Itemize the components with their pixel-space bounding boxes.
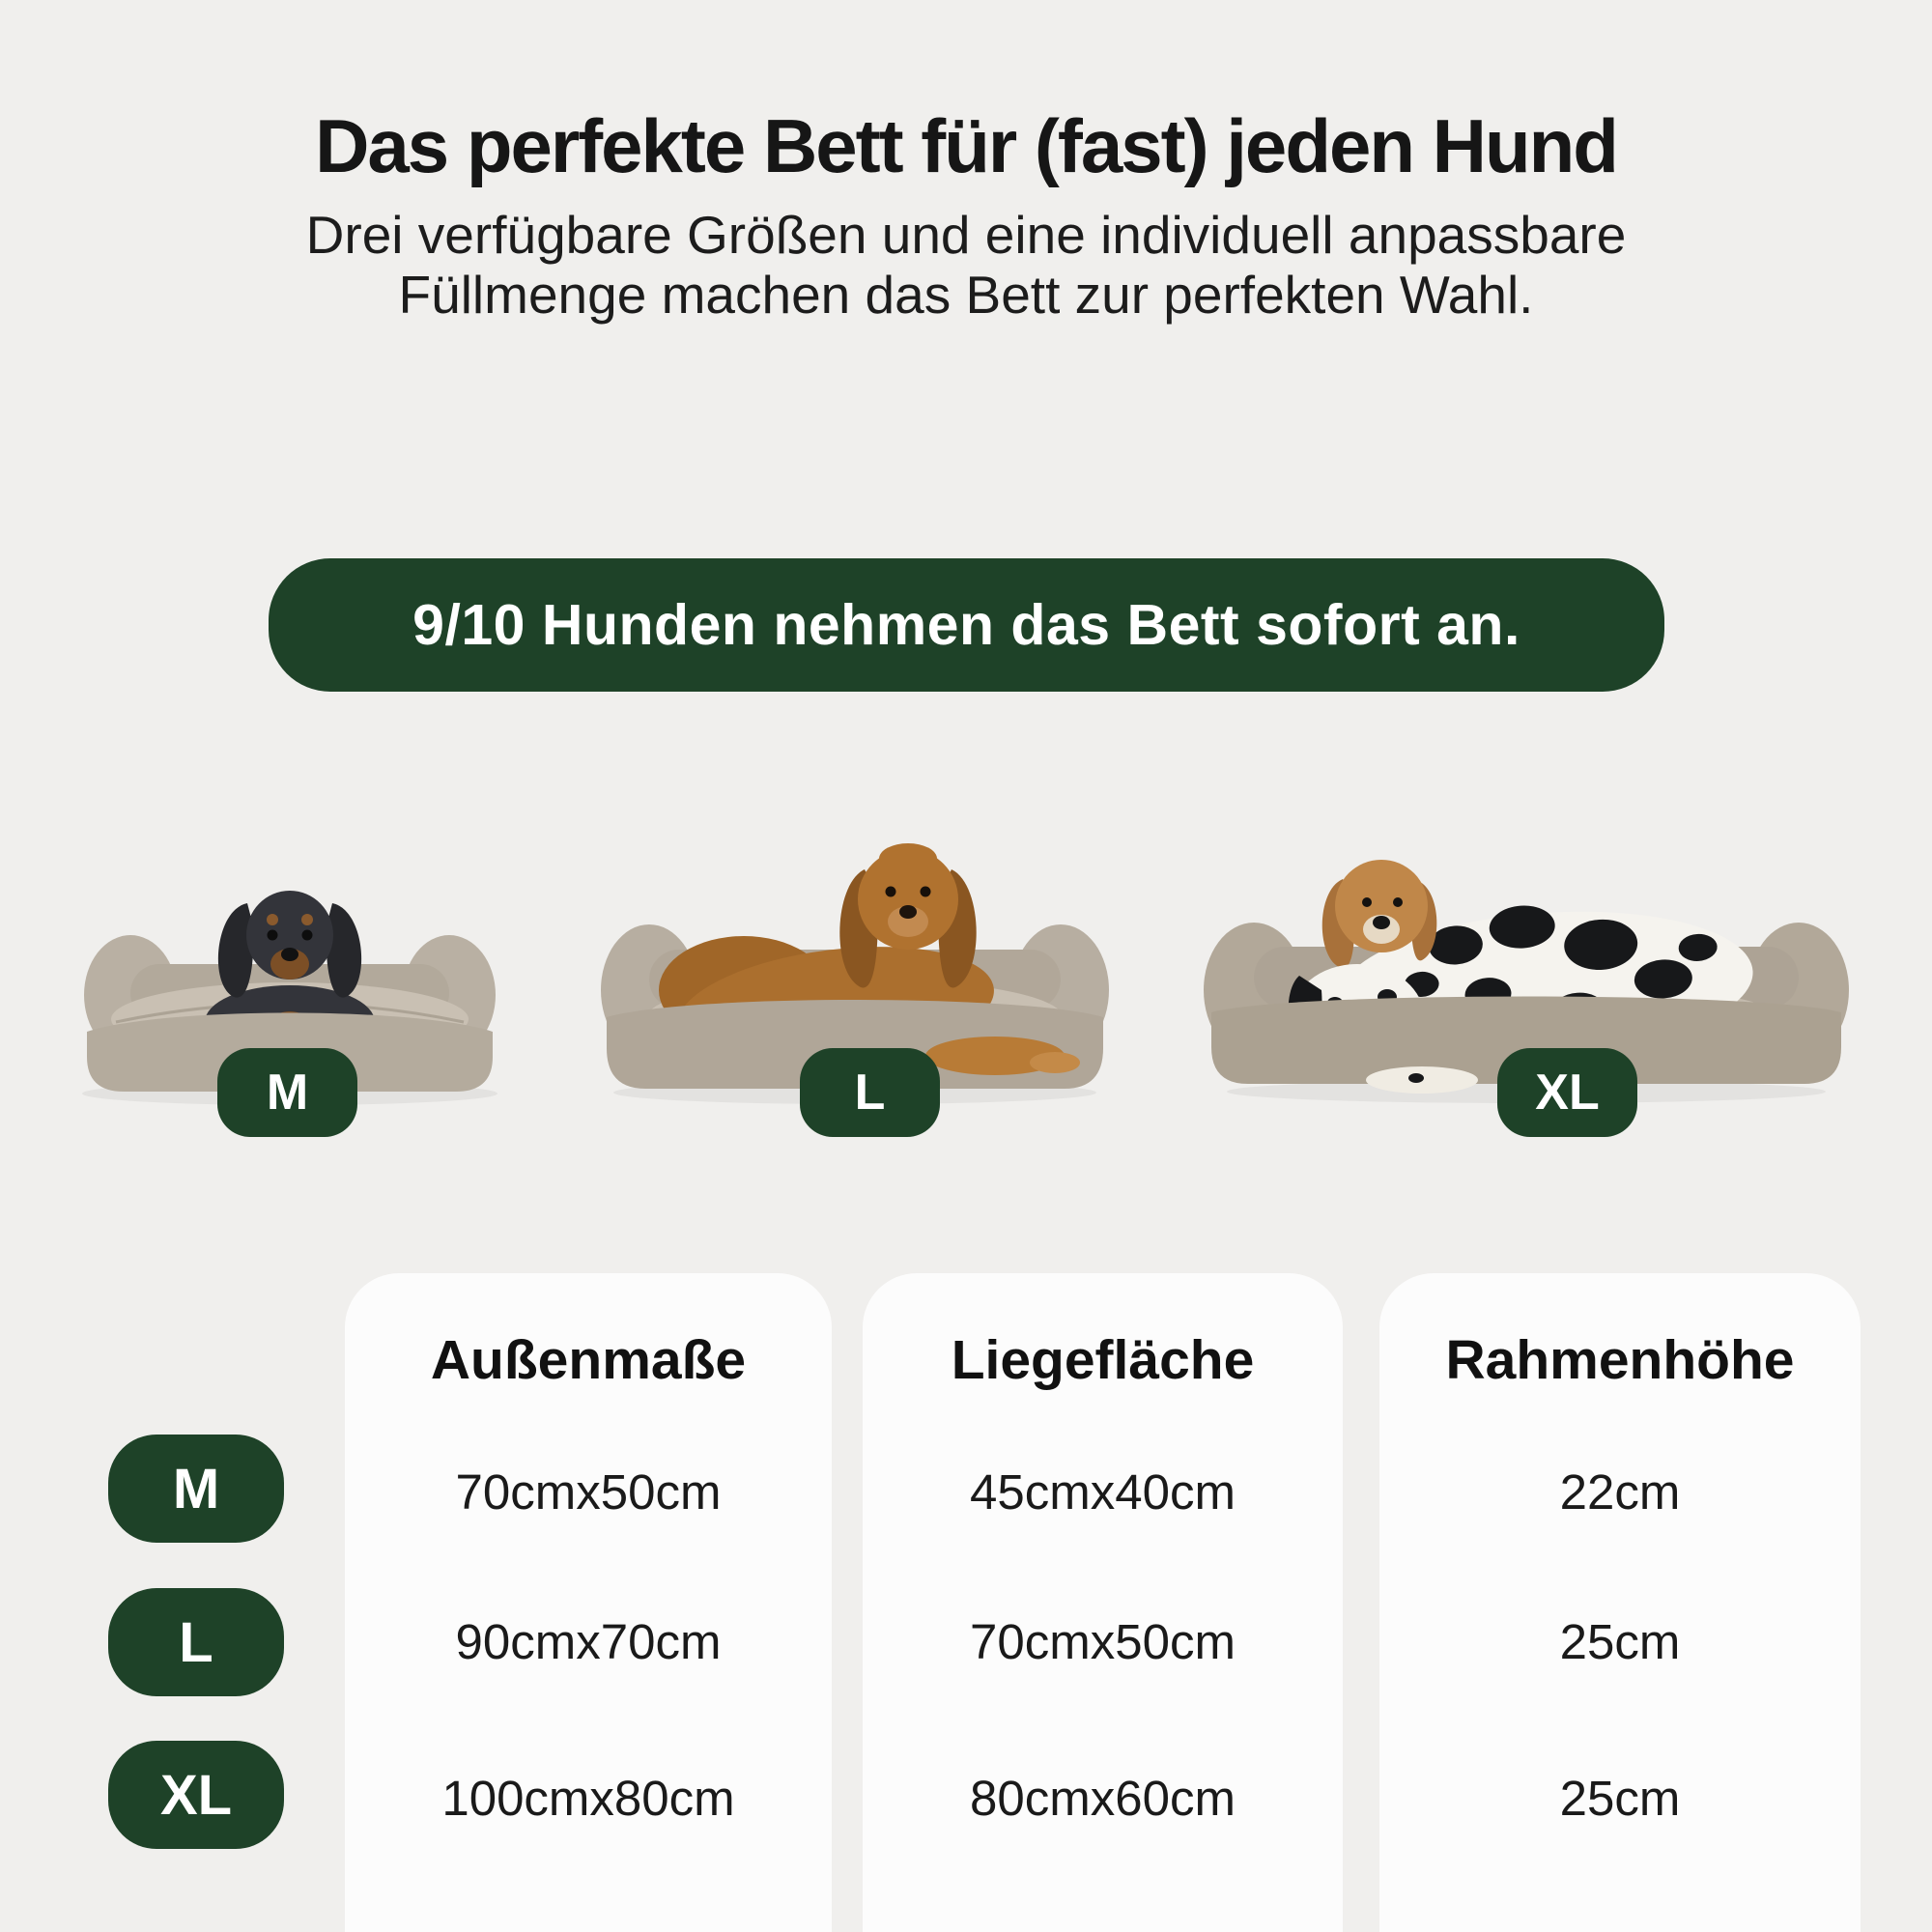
cell-l-rahmenhoehe: 25cm (1559, 1614, 1681, 1669)
size-badge-xl: XL (1497, 1048, 1637, 1137)
table-row-badge-l: L (108, 1588, 284, 1696)
cell-m-aussenmasse: 70cmx50cm (455, 1464, 722, 1520)
table-column-aussenmasse (345, 1273, 832, 1932)
cell-xl-liegeflaeche: 80cmx60cm (970, 1771, 1236, 1826)
cell-xl-aussenmasse: 100cmx80cm (441, 1771, 735, 1826)
page-title: Das perfekte Bett für (fast) jeden Hund (315, 103, 1617, 188)
claim-banner-text: 9/10 Hunden nehmen das Bett sofort an. (412, 593, 1520, 657)
cell-m-rahmenhoehe: 22cm (1559, 1464, 1681, 1520)
subtitle-line-2: Füllmenge machen das Bett zur perfekten Wahl. (398, 265, 1534, 325)
cell-m-liegeflaeche: 45cmx40cm (970, 1464, 1236, 1520)
size-badge-m: M (217, 1048, 357, 1137)
page-subtitle (0, 205, 1932, 325)
column-header-aussenmasse: Außenmaße (430, 1329, 747, 1391)
cell-l-aussenmasse: 90cmx70cm (455, 1614, 722, 1669)
table-column-rahmenhoehe (1379, 1273, 1861, 1932)
subtitle-line-1: Drei verfügbare Größen und eine individuell anpassbare (305, 205, 1627, 265)
cell-l-liegeflaeche: 70cmx50cm (970, 1614, 1236, 1669)
table-row-badge-m: M (108, 1435, 284, 1543)
table-column-liegeflaeche (863, 1273, 1343, 1932)
table-row-badge-xl: XL (108, 1741, 284, 1849)
claim-banner (269, 558, 1664, 692)
column-header-liegeflaeche: Liegefläche (951, 1329, 1255, 1391)
size-badge-l: L (800, 1048, 940, 1137)
column-header-rahmenhoehe: Rahmenhöhe (1445, 1329, 1795, 1391)
cell-xl-rahmenhoehe: 25cm (1559, 1771, 1681, 1826)
